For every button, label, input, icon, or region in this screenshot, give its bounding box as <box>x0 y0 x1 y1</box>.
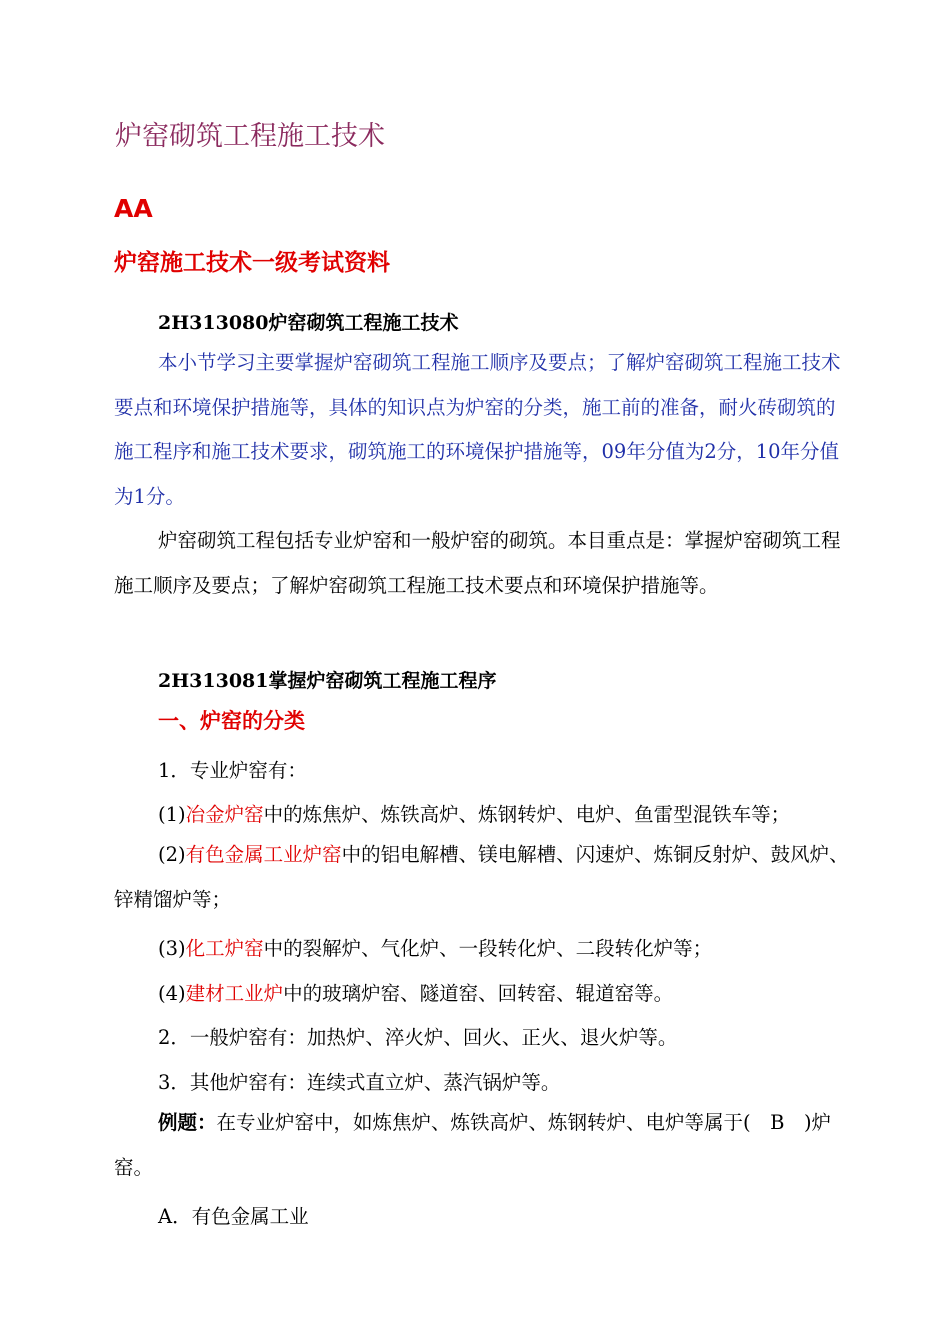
list-item-2: 2．一般炉窑有：加热炉、淬火炉、回火、正火、退火炉等。 <box>158 1026 678 1049</box>
highlight-term: 有色金属工业炉窑 <box>185 843 342 866</box>
sub-item-text: 中的炼焦炉、炼铁高炉、炼钢转炉、电炉、鱼雷型混铁车等； <box>263 803 791 826</box>
subtitle: 炉窑施工技术一级考试资料 <box>114 249 390 276</box>
aa-badge: AA <box>114 194 153 223</box>
sub-item-3 <box>158 933 712 961</box>
section-heading-2h313080: 2H313080炉窑砌筑工程施工技术 <box>158 312 459 334</box>
example-label: 例题： <box>158 1111 217 1134</box>
sub-item-text: 中的铝电解槽、镁电解槽、闪速炉、炼铜反射炉、鼓风炉、锌精馏炉等； <box>114 843 849 911</box>
sub-item-num: (2) <box>158 843 186 866</box>
list-item-3: 3．其他炉窑有：连续式直立炉、蒸汽锅炉等。 <box>158 1071 561 1094</box>
sub-item-1 <box>158 799 790 827</box>
example-text: 在专业炉窑中，如炼焦炉、炼铁高炉、炼钢转炉、电炉等属于( B )炉窑。 <box>114 1111 832 1179</box>
sub-item-num: (1) <box>158 803 186 826</box>
sub-item-num: (4) <box>158 982 186 1005</box>
sub-item-text: 中的玻璃炉窑、隧道窑、回转窑、辊道窑等。 <box>283 982 674 1005</box>
sub-item-2 <box>114 833 854 922</box>
subheading-classification: 一、炉窑的分类 <box>158 708 305 733</box>
sub-item-num: (3) <box>158 937 186 960</box>
highlight-term: 建材工业炉 <box>185 982 284 1005</box>
option-a: A．有色金属工业 <box>158 1205 309 1228</box>
highlight-term: 化工炉窑 <box>185 937 264 960</box>
example-question <box>114 1101 854 1190</box>
list-item-1: 1．专业炉窑有： <box>158 759 307 782</box>
sub-item-4 <box>158 978 673 1006</box>
intro-paragraph: 炉窑砌筑工程包括专业炉窑和一般炉窑的砌筑。本目重点是：掌握炉窑砌筑工程施工顺序及要点；了解炉窑砌筑工程施工技术要点和环境保护措施等。 <box>114 529 841 597</box>
sub-item-text: 中的裂解炉、气化炉、一段转化炉、二段转化炉等； <box>263 937 713 960</box>
highlight-term: 冶金炉窑 <box>185 803 264 826</box>
intro-paragraph-blue: 本小节学习主要掌握炉窑砌筑工程施工顺序及要点；了解炉窑砌筑工程施工技术要点和环境保护措施等，具体的知识点为炉窑的分类，施工前的准备，耐火砖砌筑的施工程序和施工技术要求，砌筑施工的环境保护措施等，09年分值为2分，10年分值为1分。 <box>114 351 841 508</box>
section-heading-2h313081: 2H313081掌握炉窑砌筑工程施工程序 <box>158 670 497 692</box>
document-title: 炉窑砌筑工程施工技术 <box>115 121 385 152</box>
